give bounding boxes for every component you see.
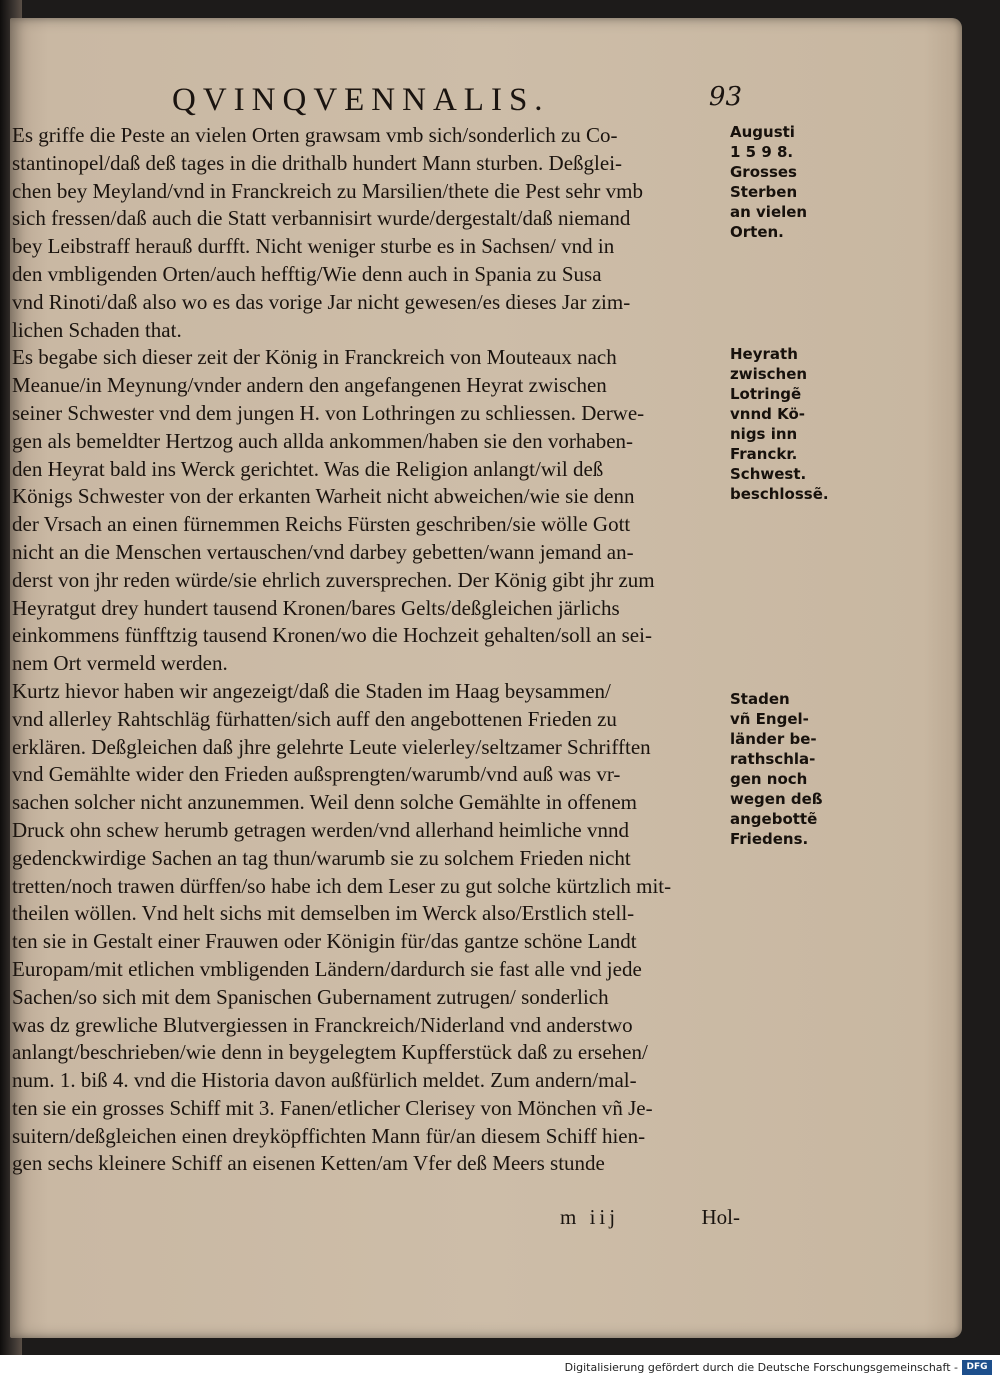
main-text-column bbox=[12, 122, 732, 1178]
text-line: Es begabe sich dieser zeit der König in Franckreich von Mouteaux nach bbox=[12, 345, 617, 370]
text-line: suitern/deßgleichen einen dreyköpffichten Mann für/an diesem Schiff hien- bbox=[12, 1123, 646, 1148]
paragraph-plague bbox=[12, 122, 732, 344]
text-line: vnd Rinoti/daß also wo es das vorige Jar nicht gewesen/es dieses Jar zim- bbox=[12, 289, 631, 314]
note-line: Sterben bbox=[730, 183, 798, 201]
note-line: Augusti bbox=[730, 123, 795, 141]
text-line: Druck ohn schew herumb getragen werden/vnd allerhand heimliche vnnd bbox=[12, 817, 629, 842]
text-line: gedenckwirdige Sachen an tag thun/warumb sie zu solchem Frieden nicht bbox=[12, 845, 631, 870]
text-line: Es griffe die Peste an vielen Orten grawsam vmb sich/sonderlich zu Co- bbox=[12, 123, 618, 147]
text-line: sachen solcher nicht anzunemmen. Weil denn solche Gemählte in offenem bbox=[12, 790, 637, 815]
text-line: vnd allerley Rahtschläg fürhatten/sich auff den angebottenen Frieden zu bbox=[12, 706, 617, 731]
note-line: Franckr. bbox=[730, 445, 798, 463]
text-line: num. 1. biß 4. vnd die Historia davon außfürlich meldet. Zum andern/mal- bbox=[12, 1068, 637, 1093]
catchword: Hol- bbox=[701, 1205, 740, 1229]
text-line: lichen Schaden that. bbox=[12, 317, 182, 342]
text-line: was dz grewliche Blutvergiessen in Franckreich/Niderland vnd anderstwo bbox=[12, 1012, 633, 1037]
signature-mark: m iij bbox=[560, 1205, 620, 1229]
text-line: Europam/mit etlichen vmbligenden Ländern/dardurch sie fast alle vnd jede bbox=[12, 956, 642, 981]
paragraph-estates bbox=[12, 678, 732, 1178]
text-line: Heyratgut drey hundert tausend Kronen/bares Gelts/deßgleichen järlichs bbox=[12, 595, 620, 620]
note-line: beschlossẽ. bbox=[730, 485, 829, 503]
note-line: rathschla- bbox=[730, 750, 816, 768]
text-line: ten sie ein grosses Schiff mit 3. Fanen/etlicher Clerisey von Mönchen vñ Je- bbox=[12, 1095, 653, 1120]
text-line: Sachen/so sich mit dem Spanischen Gubernament zutrugen/ sonderlich bbox=[12, 984, 609, 1009]
note-line: wegen deß bbox=[730, 790, 823, 808]
note-line: nigs inn bbox=[730, 425, 798, 443]
catchword-line bbox=[560, 1205, 740, 1233]
note-line: vñ Engel- bbox=[730, 710, 809, 728]
text-line: Meanue/in Meynung/vnder andern den angefangenen Heyrat zwischen bbox=[12, 373, 607, 398]
text-line: tretten/noch trawen dürffen/so habe ich dem Leser zu gut solche kürtzlich mit- bbox=[12, 873, 672, 898]
text-line: nicht an die Menschen vertauschen/vnd darbey gebetten/wann jemand an- bbox=[12, 539, 634, 564]
note-line: 1 5 9 8. bbox=[730, 143, 794, 161]
text-line: vnd Gemählte wider den Frieden außsprengten/warumb/vnd auß was vr- bbox=[12, 762, 621, 787]
text-line: chen bey Meyland/vnd in Franckreich zu Marsilien/thete die Pest sehr vmb bbox=[12, 178, 643, 203]
margin-note-marriage bbox=[730, 344, 840, 504]
note-line: Staden bbox=[730, 690, 790, 708]
note-line: Lotringẽ bbox=[730, 385, 802, 403]
text-line: ten sie in Gestalt einer Frauwen oder Königin für/das gantze schöne Landt bbox=[12, 929, 637, 954]
page-header bbox=[172, 80, 742, 120]
margin-note-estates bbox=[730, 689, 840, 849]
text-line: den vmbligenden Orten/auch hefftig/Wie denn auch in Spania zu Susa bbox=[12, 261, 602, 286]
text-line: seiner Schwester vnd dem jungen H. von Lothringen zu schliessen. Derwe- bbox=[12, 400, 645, 425]
text-line: den Heyrat bald ins Werck gerichtet. Was die Religion anlangt/wil deß bbox=[12, 456, 604, 481]
text-line: sich fressen/daß auch die Statt verbannisirt wurde/dergestalt/daß niemand bbox=[12, 206, 631, 231]
note-line: Friedens. bbox=[730, 830, 809, 848]
text-line: bey Leibstraff herauß durfft. Nicht weniger sturbe es in Sachsen/ vnd in bbox=[12, 234, 615, 259]
note-line: Orten. bbox=[730, 223, 784, 241]
text-line: einkommens fünfftzig tausend Kronen/wo die Hochzeit gehalten/soll an sei- bbox=[12, 623, 652, 648]
note-line: Grosses bbox=[730, 163, 797, 181]
text-line: erklären. Deßgleichen daß jhre gelehrte Leute vielerley/seltzamer Schrifften bbox=[12, 734, 651, 759]
note-line: Schwest. bbox=[730, 465, 807, 483]
text-line: derst von jhr reden würde/sie ehrlich zuversprechen. Der König gibt jhr zum bbox=[12, 567, 655, 592]
funding-credit: Digitalisierung gefördert durch die Deutsche Forschungsgemeinschaft - bbox=[564, 1361, 958, 1374]
digitization-footer bbox=[0, 1355, 1000, 1382]
running-title: QVINQVENNALIS. bbox=[172, 82, 550, 118]
text-line: anlangt/beschrieben/wie denn in beygelegtem Kupfferstück daß zu ersehen/ bbox=[12, 1040, 648, 1065]
note-line: vnnd Kö- bbox=[730, 405, 805, 423]
note-line: gen noch bbox=[730, 770, 808, 788]
note-line: Heyrath bbox=[730, 345, 798, 363]
text-line: Königs Schwester von der erkanten Warheit nicht abweichen/wie sie denn bbox=[12, 484, 635, 509]
page-number: 93 bbox=[708, 82, 742, 112]
note-line: angebottẽ bbox=[730, 810, 818, 828]
note-line: länder be- bbox=[730, 730, 817, 748]
paragraph-marriage bbox=[12, 344, 732, 678]
dfg-logo: DFG bbox=[962, 1360, 992, 1375]
margin-note-plague bbox=[730, 122, 840, 242]
text-line: theilen wöllen. Vnd helt sichs mit demselben im Werck also/Erstlich stell- bbox=[12, 901, 635, 926]
text-line: gen sechs kleinere Schiff an eisenen Ketten/am Vfer deß Meers stunde bbox=[12, 1151, 605, 1176]
note-line: zwischen bbox=[730, 365, 808, 383]
text-line: der Vrsach an einen fürnemmen Reichs Fürsten geschriben/sie wölle Gott bbox=[12, 512, 631, 537]
text-line: gen als bemeldter Hertzog auch allda ankommen/haben sie den vorhaben- bbox=[12, 428, 634, 453]
text-line: stantinopel/daß deß tages in die drithalb hundert Mann sturben. Deßglei- bbox=[12, 150, 623, 175]
text-line: Kurtz hievor haben wir angezeigt/daß die Staden im Haag beysammen/ bbox=[12, 678, 611, 703]
note-line: an vielen bbox=[730, 203, 808, 221]
text-line: nem Ort vermeld werden. bbox=[12, 651, 228, 676]
